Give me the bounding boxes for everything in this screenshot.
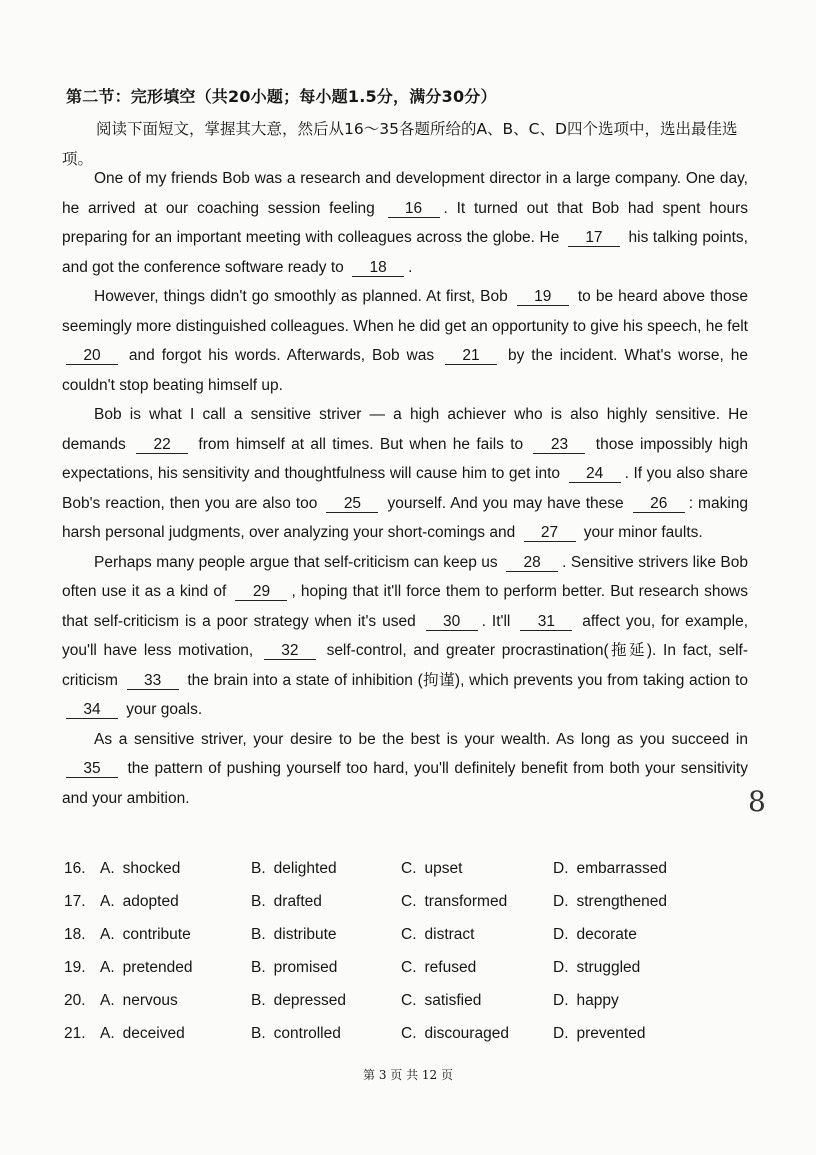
question-number: 21.	[64, 1024, 86, 1042]
answer-choice	[100, 926, 251, 944]
choice-word: struggled	[576, 958, 641, 976]
choice-letter: C.	[401, 1024, 417, 1042]
choice-letter: B.	[251, 859, 266, 877]
passage-text: his talking points, and got the conference software ready to	[62, 229, 748, 276]
answer-choice	[100, 893, 251, 911]
choice-word: nervous	[122, 991, 178, 1009]
answer-blank: 25	[326, 496, 378, 513]
option-row	[64, 852, 754, 885]
answer-choice	[401, 1025, 553, 1043]
passage-text: One of my friends Bob was a research and development director in a large company. One day, he arrived at our coaching session feeling	[62, 170, 748, 217]
choice-word: shocked	[122, 859, 181, 877]
question-number: 20.	[64, 991, 86, 1009]
choice-word: upset	[424, 859, 463, 877]
answer-blank: 16	[388, 201, 440, 218]
answer-blank: 27	[524, 525, 576, 542]
answer-choice	[100, 860, 251, 878]
choice-letter: A.	[100, 892, 115, 910]
handwritten-mark: 8	[748, 785, 766, 818]
passage-text: your minor faults.	[579, 524, 703, 541]
answer-choice	[401, 992, 553, 1010]
passage-paragraph	[62, 725, 748, 814]
question-number: 18.	[64, 925, 86, 943]
choice-word: embarrassed	[576, 859, 667, 877]
choice-letter: C.	[401, 925, 417, 943]
passage-text: the brain into a state of inhibition (拘谨), which prevents you from taking action to	[182, 671, 748, 689]
answer-blank: 30	[426, 614, 478, 631]
choice-group	[100, 893, 724, 911]
choice-word: adopted	[122, 892, 179, 910]
passage-text: your goals.	[122, 701, 203, 718]
choice-word: deceived	[122, 1024, 185, 1042]
passage-text: . If you also share Bob's reaction, then you are also too	[62, 465, 749, 512]
choice-letter: C.	[401, 859, 417, 877]
answer-blank: 22	[136, 437, 188, 454]
answer-choice	[401, 893, 553, 911]
answer-blank: 21	[445, 348, 497, 365]
choice-letter: C.	[401, 892, 417, 910]
passage-text: the pattern of pushing yourself too hard, you'll definitely benefit from both your sensitivity and your ambition.	[62, 760, 748, 807]
option-row	[64, 885, 754, 918]
option-row	[64, 951, 754, 984]
choice-letter: B.	[251, 1024, 266, 1042]
answer-options	[64, 852, 754, 1050]
choice-letter: A.	[100, 991, 115, 1009]
passage-text: . It'll	[481, 612, 517, 630]
answer-blank: 34	[66, 702, 118, 719]
choice-word: promised	[273, 958, 338, 976]
option-row	[64, 918, 754, 951]
passage-text: self-control, and greater procrastination(拖延). In fact, self-criticism	[62, 642, 748, 689]
passage-text: .	[408, 258, 413, 276]
choice-group	[100, 1025, 724, 1043]
choice-word: strengthened	[576, 892, 667, 910]
passage-text: . Sensitive strivers like Bob often use it as a kind of	[62, 553, 748, 600]
answer-blank: 29	[235, 584, 287, 601]
answer-choice	[251, 860, 401, 878]
answer-choice	[401, 860, 553, 878]
passage-text: by the incident. What's worse, he couldn't stop beating himself up.	[62, 347, 748, 394]
passage-text: Perhaps many people argue that self-criticism can keep us	[94, 553, 503, 571]
choice-letter: B.	[251, 892, 266, 910]
passage-text: yourself. And you may have these	[382, 494, 629, 512]
answer-blank: 35	[66, 761, 118, 778]
choice-letter: B.	[251, 991, 266, 1009]
answer-choice	[553, 992, 724, 1010]
answer-blank: 32	[264, 643, 316, 660]
answer-blank: 24	[569, 466, 621, 483]
answer-choice	[401, 926, 553, 944]
passage-text: affect you, for example, you'll have less motivation,	[62, 612, 748, 659]
passage-text: Bob is what I call a sensitive striver — a high achiever who is also highly sensitive. He demands	[62, 406, 748, 453]
answer-choice	[251, 893, 401, 911]
answer-choice	[553, 959, 724, 977]
passage-text: However, things didn't go smoothly as planned. At first, Bob	[94, 288, 513, 305]
answer-blank: 31	[520, 614, 572, 631]
choice-letter: A.	[100, 925, 115, 943]
choice-word: depressed	[273, 991, 347, 1009]
passage-text: and forgot his words. Afterwards, Bob was	[122, 347, 442, 364]
answer-choice	[100, 959, 251, 977]
passage-paragraph	[62, 164, 748, 282]
choice-word: decorate	[576, 925, 637, 943]
choice-word: prevented	[576, 1024, 646, 1042]
choice-letter: A.	[100, 859, 115, 877]
answer-choice	[251, 959, 401, 977]
answer-choice	[100, 992, 251, 1010]
choice-letter: A.	[100, 1024, 115, 1042]
choice-word: discouraged	[424, 1024, 509, 1042]
choice-letter: B.	[251, 958, 266, 976]
answer-blank: 19	[517, 289, 569, 306]
passage-paragraph	[62, 282, 748, 400]
choice-word: refused	[424, 958, 477, 976]
question-number: 16.	[64, 859, 86, 877]
cloze-passage	[62, 164, 748, 813]
choice-word: drafted	[273, 892, 322, 910]
passage-text: As a sensitive striver, your desire to be the best is your wealth. As long as you succeed in	[94, 730, 748, 748]
answer-choice	[553, 893, 724, 911]
choice-word: happy	[576, 991, 619, 1009]
option-row	[64, 984, 754, 1017]
instructions: 阅读下面短文，掌握其大意，然后从16～35各题所给的A、B、C、D四个选项中，选出最佳选项。	[62, 120, 738, 168]
choice-word: delighted	[273, 859, 337, 877]
passage-text: to be heard above those seemingly more distinguished colleagues. When he did get an opportunity to give his speech, he felt	[62, 288, 749, 335]
choice-group	[100, 992, 724, 1010]
answer-choice	[100, 1025, 251, 1043]
passage-text: those impossibly high expectations, his sensitivity and thoughtfulness will cause him to get into	[62, 435, 749, 482]
answer-blank: 26	[633, 496, 685, 513]
choice-word: transformed	[424, 892, 508, 910]
passage-paragraph	[62, 400, 748, 548]
answer-choice	[553, 926, 724, 944]
answer-choice	[251, 926, 401, 944]
passage-text: . It turned out that Bob had spent hours preparing for an important meeting with colleagues across the globe. He	[62, 199, 748, 246]
answer-blank: 18	[352, 260, 404, 277]
passage-text: from himself at all times. But when he fails to	[192, 435, 530, 453]
choice-group	[100, 926, 724, 944]
choice-letter: D.	[553, 925, 569, 943]
choice-word: distribute	[273, 925, 337, 943]
choice-word: distract	[424, 925, 475, 943]
choice-letter: D.	[553, 892, 569, 910]
question-number: 19.	[64, 958, 86, 976]
passage-text: : making harsh personal judgments, over analyzing your short-comings and	[62, 494, 748, 541]
choice-word: pretended	[122, 958, 193, 976]
question-number: 17.	[64, 892, 86, 910]
answer-choice	[251, 1025, 401, 1043]
choice-word: controlled	[273, 1024, 341, 1042]
choice-letter: C.	[401, 958, 417, 976]
choice-word: satisfied	[424, 991, 482, 1009]
answer-blank: 17	[568, 230, 620, 247]
choice-letter: C.	[401, 991, 417, 1009]
answer-choice	[553, 1025, 724, 1043]
choice-letter: D.	[553, 991, 569, 1009]
answer-choice	[553, 860, 724, 878]
answer-blank: 23	[533, 437, 585, 454]
answer-choice	[251, 992, 401, 1010]
passage-text: , hoping that it'll force them to perform better. But research shows that self-criticism is a poor strategy when it's used	[62, 583, 749, 630]
choice-letter: B.	[251, 925, 266, 943]
answer-choice	[401, 959, 553, 977]
section-title: 第二节：完形填空（共20小题；每小题1.5分，满分30分）	[66, 87, 497, 106]
page-footer: 第 3 页 共 12 页	[363, 1068, 453, 1082]
choice-letter: A.	[100, 958, 115, 976]
option-row	[64, 1017, 754, 1050]
choice-group	[100, 959, 724, 977]
answer-blank: 28	[506, 555, 558, 572]
choice-letter: D.	[553, 958, 569, 976]
passage-paragraph	[62, 548, 748, 725]
answer-blank: 20	[66, 348, 118, 365]
choice-letter: D.	[553, 859, 569, 877]
choice-word: contribute	[122, 925, 191, 943]
choice-group	[100, 860, 724, 878]
choice-letter: D.	[553, 1024, 569, 1042]
answer-blank: 33	[127, 673, 179, 690]
